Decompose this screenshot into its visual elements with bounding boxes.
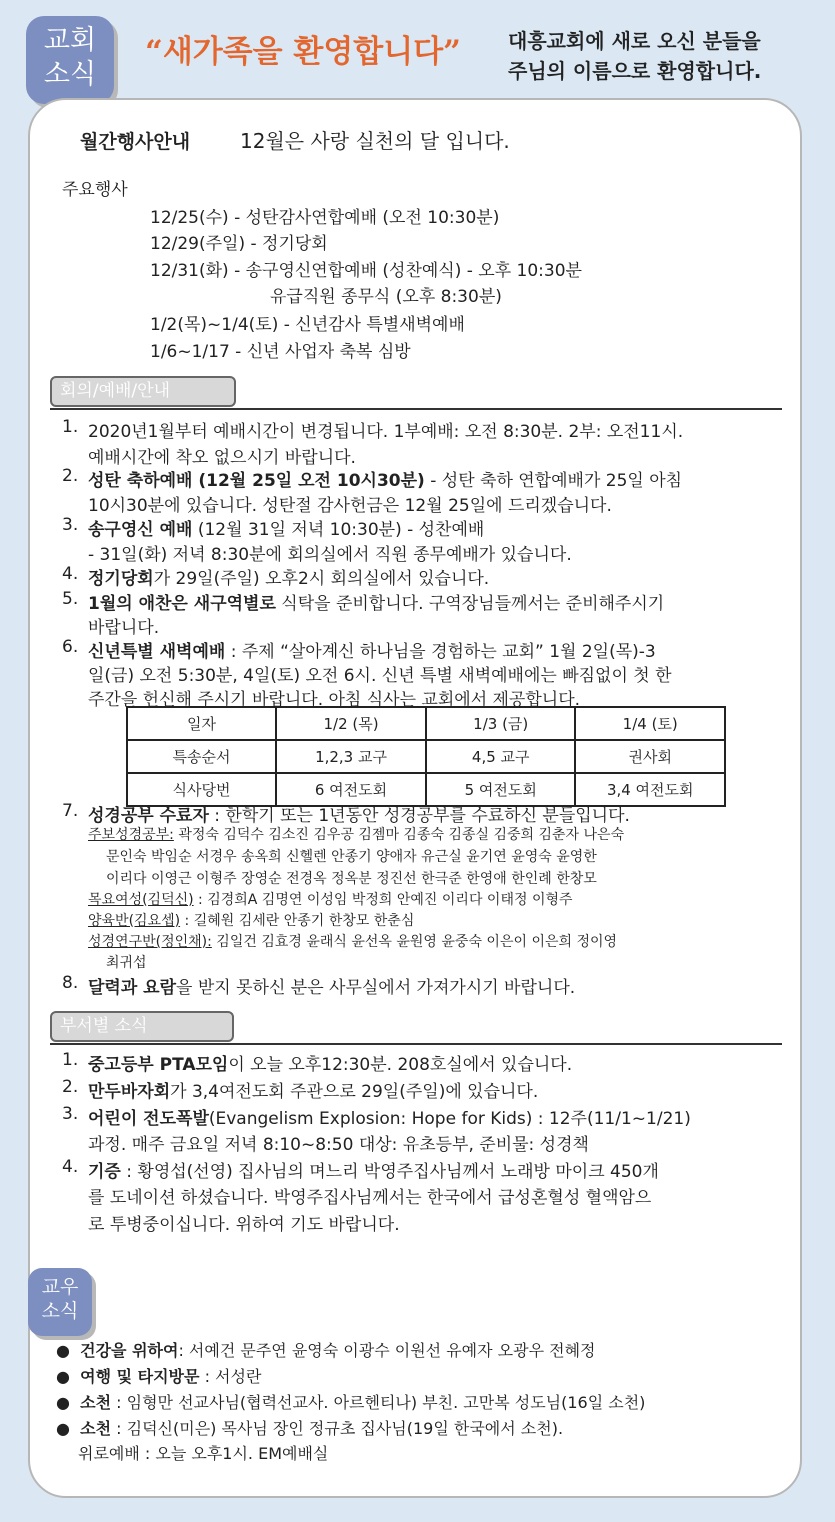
welcome-line-1: 대흥교회에 새로 오신 분들을 <box>508 29 761 53</box>
table-cell: 6 여전도회 <box>276 773 426 806</box>
dept-text-1: 이 오늘 오후12:30분. 208호실에서 있습니다. <box>228 1055 573 1075</box>
dept-item-1 <box>88 1050 572 1075</box>
dept-num-2: 2. <box>62 1077 79 1097</box>
member-text: : 서성란 <box>199 1367 262 1386</box>
worship-item-5a <box>88 589 664 614</box>
study-label: 성경연구반(정인채): <box>88 934 212 950</box>
study-group <box>88 824 624 844</box>
worship-num-3: 3. <box>62 515 79 535</box>
study-names: : 김경희A 김명연 이성임 박정희 안예진 이리다 이태정 이형주 <box>193 892 573 908</box>
worship-text-2a: - 성탄 축하 연합예배가 25일 아침 <box>424 471 683 491</box>
monthly-theme: 12월은 사랑 실천의 달 입니다. <box>240 129 510 153</box>
member-bold: 소천 <box>80 1419 112 1438</box>
worship-num-8: 8. <box>62 973 79 993</box>
member-bold: 여행 및 타지방문 <box>80 1367 200 1386</box>
worship-text-3a: (12월 31일 저녁 10:30분) - 성찬예배 <box>192 520 485 540</box>
dept-bold-3: 어린이 전도폭발 <box>88 1109 209 1129</box>
table-cell: 4,5 교구 <box>426 740 575 773</box>
worship-num-5: 5. <box>62 589 79 609</box>
worship-num-1: 1. <box>62 417 79 437</box>
worship-item-6a <box>88 637 656 662</box>
member-text: : 김덕신(미은) 목사님 장인 정규초 집사님(19일 한국에서 소천). <box>111 1419 564 1438</box>
study-names: 최귀섭 <box>106 955 147 971</box>
dept-bold-4: 기증 <box>88 1162 121 1182</box>
monthly-label: 월간행사안내 <box>80 131 191 153</box>
study-names: 곽정숙 김덕수 김소진 김우공 김젬마 김종숙 김종실 김중희 김춘자 나은숙 <box>173 827 625 843</box>
worship-bold-5: 1월의 애찬은 새구역별로 <box>88 594 276 614</box>
dept-text-3b: 과정. 매주 금요일 저녁 8:10~8:50 대상: 유초등부, 준비물: 성경책 <box>88 1135 589 1155</box>
member-item <box>56 1416 563 1439</box>
worship-item-7 <box>88 801 630 826</box>
tag-line-2: 소식 <box>43 58 97 90</box>
worship-text-6c: 주간을 헌신해 주시기 바랍니다. 아침 식사는 교회에서 제공합니다. <box>88 690 581 710</box>
dept-num-4: 4. <box>62 1157 79 1177</box>
dept-text-2: 가 3,4여전도회 주관으로 29일(주일)에 있습니다. <box>170 1082 539 1102</box>
section-worship: 회의/예배/안내 <box>50 376 236 407</box>
worship-bold-7: 성경공부 수료자 <box>88 806 209 826</box>
dept-item-4a <box>88 1157 659 1182</box>
study-names: 문인숙 박임순 서경우 송옥희 신헬렌 안종기 양애자 유근실 윤기연 윤영숙 윤영한 <box>106 849 597 865</box>
study-label: 목요여성(김덕신) <box>88 892 194 908</box>
dept-text-4a: : 황영섭(선영) 집사님의 며느리 박영주집사님께서 노래방 마이크 450개 <box>120 1162 659 1182</box>
dept-bold-1: 중고등부 PTA모임 <box>88 1055 229 1075</box>
table-header-row <box>127 707 725 740</box>
welcome-line-2: 주님의 이름으로 환영합니다. <box>508 59 762 83</box>
worship-bold-8: 달력과 요람 <box>88 978 177 998</box>
member-text: : 서예건 문주연 윤영숙 이광수 이원선 유예자 오광우 전혜정 <box>178 1341 596 1360</box>
worship-bold-3: 송구영신 예배 <box>88 520 193 540</box>
worship-bold-4: 정기당회 <box>88 569 154 589</box>
table-cell: 식사당번 <box>127 773 276 806</box>
member-bold: 건강을 위하여 <box>80 1341 179 1360</box>
section-rule <box>50 1043 782 1045</box>
worship-item-8 <box>88 973 575 998</box>
worship-text-5b: 바랍니다. <box>88 618 160 638</box>
bullet-icon: ● <box>56 1341 81 1360</box>
table-cell: 특송순서 <box>127 740 276 773</box>
study-group <box>88 910 414 930</box>
member-extra: 위로예배 : 오늘 오후1시. EM예배실 <box>78 1444 329 1463</box>
bullet-icon: ● <box>56 1367 81 1386</box>
dept-item-2 <box>88 1077 538 1102</box>
worship-text-4: 가 29일(주일) 오후2시 회의실에서 있습니다. <box>153 569 490 589</box>
member-bold: 소천 <box>80 1393 112 1412</box>
worship-text-7: : 한학기 또는 1년동안 성경공부를 수료하신 분들입니다. <box>208 806 630 826</box>
member-tag-line-2: 소식 <box>41 1299 79 1322</box>
bullet-icon: ● <box>56 1419 81 1438</box>
bullet-icon: ● <box>56 1393 81 1412</box>
worship-text-1a: 2020년1월부터 예배시간이 변경됩니다. 1부예배: 오전 8:30분. 2부: 오전11시. <box>88 422 684 442</box>
study-group <box>88 931 617 951</box>
worship-item-3a <box>88 515 484 540</box>
table-row <box>127 740 725 773</box>
table-header-cell: 1/4 (토) <box>575 707 725 740</box>
worship-num-7: 7. <box>62 801 79 821</box>
events-label: 주요행사 <box>62 180 128 200</box>
event-item: 1/2(목)~1/4(토) - 신년감사 특별새벽예배 <box>150 315 465 335</box>
member-text: : 임형만 선교사님(협력선교사. 아르헨티나) 부친. 고만복 성도님(16일 소천) <box>111 1393 646 1412</box>
dept-text-4b: 를 도네이션 하셨습니다. 박영주집사님께서는 한국에서 급성혼혈성 혈액암으 <box>88 1188 652 1208</box>
dept-text-4c: 로 투병중이십니다. 위하여 기도 바랍니다. <box>88 1215 400 1235</box>
table-cell: 1,2,3 교구 <box>276 740 426 773</box>
event-item: 12/31(화) - 송구영신연합예배 (성찬예식) - 오후 10:30분 <box>150 261 582 281</box>
dept-item-3a <box>88 1104 691 1129</box>
worship-text-8: 을 받지 못하신 분은 사무실에서 가져가시기 바랍니다. <box>176 978 576 998</box>
tag-line-1: 교회 <box>43 25 97 56</box>
member-item <box>56 1390 645 1413</box>
study-label: 주보성경공부: <box>88 827 174 843</box>
worship-bold-6: 신년특별 새벽예배 <box>88 642 226 662</box>
member-item <box>56 1364 261 1387</box>
welcome-text <box>508 26 761 86</box>
section-rule <box>50 408 782 410</box>
table-cell: 5 여전도회 <box>426 773 575 806</box>
worship-text-1b: 예배시간에 착오 없으시기 바랍니다. <box>88 448 356 468</box>
dept-num-1: 1. <box>62 1050 79 1070</box>
member-tag-line-1: 교우 <box>41 1276 79 1298</box>
study-group <box>88 889 573 909</box>
worship-text-2b: 10시30분에 있습니다. 성탄절 감사헌금은 12월 25일에 드리겠습니다. <box>88 496 612 516</box>
event-item: 12/25(수) - 성탄감사연합예배 (오전 10:30분) <box>150 208 500 228</box>
worship-num-2: 2. <box>62 466 79 486</box>
table-header-cell: 일자 <box>127 707 276 740</box>
study-names: 이리다 이영근 이형주 장영순 전경옥 정옥분 정진선 한극준 한영애 한인례 한창모 <box>106 871 597 887</box>
worship-num-6: 6. <box>62 637 79 657</box>
worship-num-4: 4. <box>62 564 79 584</box>
study-names: : 길혜원 김세란 안종기 한창모 한춘심 <box>180 913 415 929</box>
dawn-worship-table <box>126 706 726 807</box>
table-cell: 3,4 여전도회 <box>575 773 725 806</box>
study-label: 양육반(김요셉) <box>88 913 181 929</box>
event-item: 12/29(주일) - 정기당회 <box>150 234 328 254</box>
welcome-title: “새가족을 환영합니다” <box>145 34 461 70</box>
section-department: 부서별 소식 <box>50 1011 234 1042</box>
member-news-tag <box>28 1268 92 1336</box>
study-names: 김일건 김효경 윤래식 윤선옥 윤원영 윤중숙 이은이 이은희 정이영 <box>211 934 618 950</box>
table-header-cell: 1/2 (목) <box>276 707 426 740</box>
dept-num-3: 3. <box>62 1104 79 1124</box>
table-header-cell: 1/3 (금) <box>426 707 575 740</box>
event-item: 유급직원 종무식 (오후 8:30분) <box>270 287 502 307</box>
member-item <box>56 1338 595 1361</box>
worship-text-6b: 일(금) 오전 5:30분, 4일(토) 오전 6시. 신년 특별 새벽예배에는 빠짐없이 첫 한 <box>88 666 672 686</box>
dept-bold-2: 만두바자회 <box>88 1082 171 1102</box>
event-item: 1/6~1/17 - 신년 사업자 축복 심방 <box>150 342 411 362</box>
worship-bold-2: 성탄 축하예배 (12월 25일 오전 10시30분) <box>88 471 425 491</box>
worship-text-6a: : 주제 “살아계신 하나님을 경험하는 교회” 1월 2일(목)-3 <box>225 642 656 662</box>
worship-item-2a <box>88 466 682 491</box>
church-news-tag <box>26 16 114 104</box>
worship-item-4 <box>88 564 489 589</box>
dept-text-3a: (Evangelism Explosion: Hope for Kids) : 12주(11/1~1/21) <box>208 1109 691 1129</box>
table-cell: 권사회 <box>575 740 725 773</box>
worship-text-3b: - 31일(화) 저녁 8:30분에 회의실에서 직원 종무예배가 있습니다. <box>88 545 572 565</box>
worship-text-5a: 식탁을 준비합니다. 구역장님들께서는 준비해주시기 <box>275 594 665 614</box>
